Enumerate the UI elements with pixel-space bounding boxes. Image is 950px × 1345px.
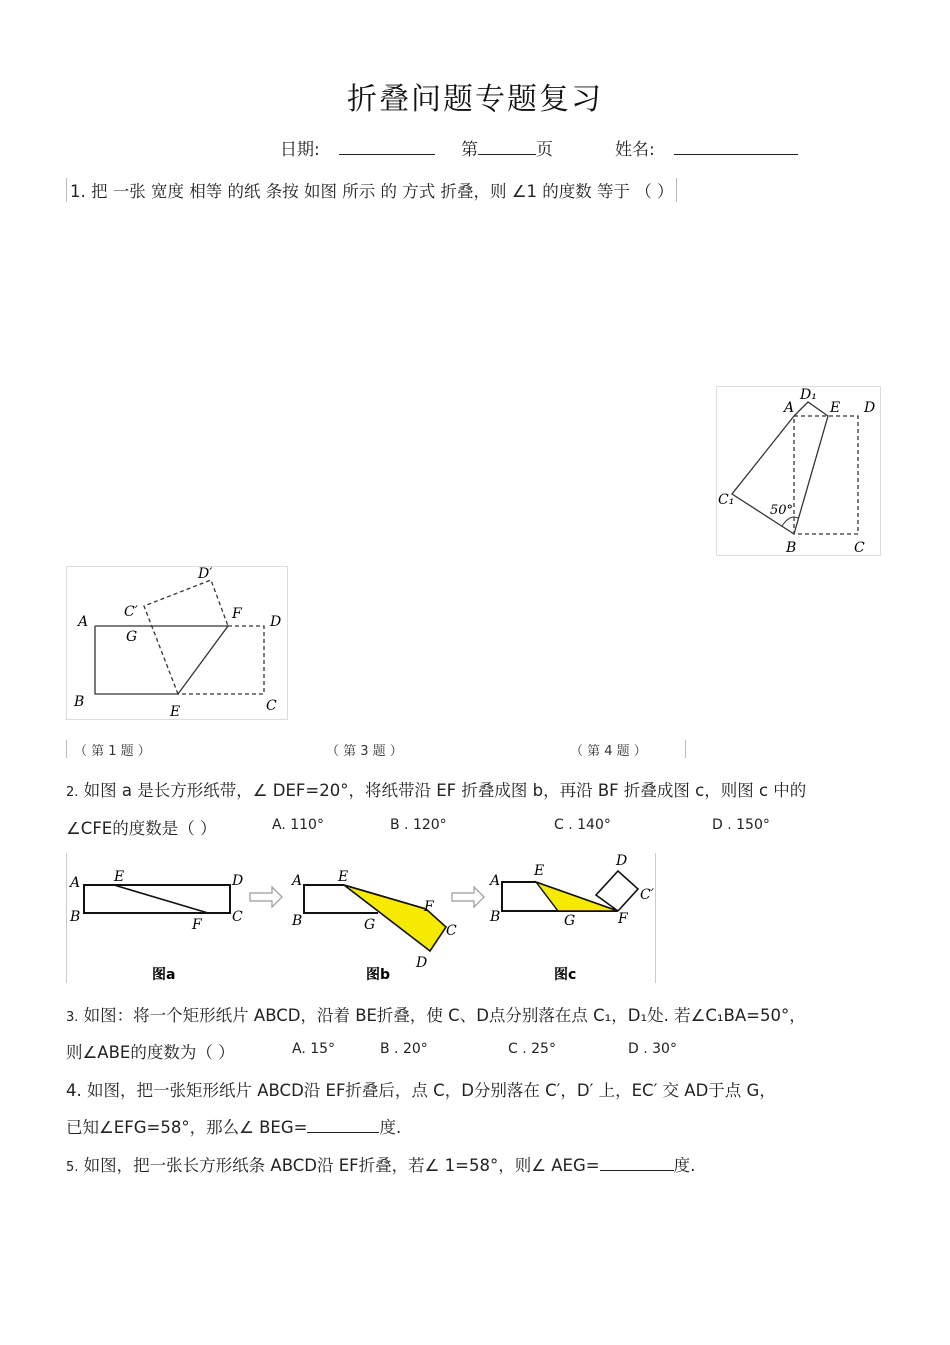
date-field	[280, 135, 435, 160]
q3-option-b[interactable]: B . 20°	[380, 1041, 428, 1057]
question-1	[66, 178, 677, 202]
date-blank[interactable]	[339, 138, 435, 155]
question-4-line-1: 4. 如图，把一张矩形纸片 ABCD沿 EF折叠后，点 C，D分别落在 C′，D′ 上，EC′ 交 AD于点 G，	[66, 1081, 776, 1100]
arrow-icon	[250, 887, 282, 907]
page-field	[461, 135, 553, 160]
fig-c-label-G: G	[564, 913, 576, 929]
label-D1: D₁	[800, 387, 817, 403]
fig-c-label-F: F	[618, 911, 628, 927]
figure-question-2	[66, 853, 656, 983]
label-C1: C₁	[718, 492, 735, 508]
fig-b-label-A: A	[292, 873, 303, 889]
fig-c-label-A: A	[490, 873, 501, 889]
label-B: B	[74, 694, 85, 710]
question-3-number: 3.	[66, 1010, 79, 1025]
question-1-number: 1.	[70, 182, 86, 201]
angle-arc	[782, 517, 798, 526]
question-3-line-1	[66, 1002, 806, 1026]
original-rectangle	[794, 416, 858, 534]
label-E: E	[170, 704, 181, 720]
question-4-answer-blank[interactable]	[307, 1116, 379, 1133]
fig-b-caption: 图b	[366, 967, 391, 983]
label-E: E	[830, 400, 841, 416]
q3-option-c[interactable]: C . 25°	[508, 1041, 556, 1057]
question-2-line-2	[66, 815, 216, 839]
label-C: C	[854, 540, 865, 556]
q2-option-a[interactable]: A. 110°	[272, 817, 324, 833]
q3-option-d[interactable]: D . 30°	[628, 1041, 677, 1057]
label-A: A	[78, 614, 89, 630]
fig-b-label-D: D	[416, 955, 428, 971]
figure-b	[290, 869, 457, 983]
fig-b-label-E: E	[338, 869, 349, 885]
caption-question-4: （ 第 4 题 ）	[570, 744, 647, 759]
caption-question-3: （ 第 3 题 ）	[326, 744, 403, 759]
fig-b-label-C: C	[446, 923, 457, 939]
question-4-line-2	[66, 1114, 401, 1138]
question-2-number: 2.	[66, 785, 79, 800]
label-B: B	[786, 540, 797, 556]
fig-c-label-D: D	[616, 853, 628, 869]
fig-b-label-F: F	[424, 899, 434, 915]
fig-b-label-G: G	[364, 917, 376, 933]
question-3-text: 如图：将一个矩形纸片 ABCD，沿着 BE折叠，使 C、D点分别落在点 C₁，D₁处. 若∠C₁BA=50°，	[83, 1006, 806, 1025]
question-2-stem: ∠CFE的度数是（ ）	[66, 819, 217, 838]
date-label: 日期:	[280, 140, 320, 160]
fig-a-caption: 图a	[152, 967, 176, 983]
question-5-answer-blank[interactable]	[600, 1154, 674, 1171]
page-suffix: 页	[536, 140, 553, 160]
question-5-unit: 度.	[673, 1156, 696, 1175]
page-blank[interactable]	[478, 138, 536, 155]
fig-a-label-B: B	[70, 909, 81, 925]
label-F: F	[232, 606, 242, 622]
question-2-text: 如图 a 是长方形纸带，∠ DEF=20°，将纸带沿 EF 折叠成图 b，再沿 BF 折叠成图 c，则图 c 中的	[83, 781, 807, 800]
question-5-text: 如图，把一张长方形纸条 ABCD沿 EF折叠，若∠ 1=58°，则∠ AEG=	[83, 1156, 600, 1175]
q2-option-c[interactable]: C . 140°	[554, 817, 611, 833]
question-4-stem: 已知∠EFG=58°，那么∠ BEG=	[66, 1118, 308, 1137]
question-1-text: 把 一张 宽度 相等 的纸 条按 如图 所示 的 方式 折叠，则 ∠1 的度数 等于 （ ）	[91, 182, 674, 201]
label-D: D	[270, 614, 282, 630]
label-A: A	[784, 400, 795, 416]
q2-option-d[interactable]: D . 150°	[712, 817, 770, 833]
fig-c-label-C-prime: C′	[640, 887, 654, 903]
fig-b-label-B: B	[292, 913, 303, 929]
remaining-part	[95, 626, 228, 694]
label-angle: 50°	[770, 503, 794, 518]
fig-a-label-A: A	[70, 875, 81, 891]
label-C-prime: C′	[124, 604, 138, 620]
question-3-stem: 则∠ABE的度数为（ ）	[66, 1043, 235, 1062]
q3-option-a[interactable]: A. 15°	[292, 1041, 336, 1057]
fig-c-caption: 图c	[554, 967, 577, 983]
figure-c	[488, 853, 655, 983]
fig-c-label-E: E	[534, 863, 545, 879]
q2-option-b[interactable]: B . 120°	[390, 817, 447, 833]
question-4-unit: 度.	[379, 1118, 402, 1137]
figure-question-4	[66, 566, 288, 720]
figure-a	[68, 869, 243, 983]
fig-a-label-D: D	[232, 873, 244, 889]
folded-side-right	[794, 402, 828, 534]
name-blank[interactable]	[674, 138, 798, 155]
label-G: G	[126, 629, 138, 645]
question-2-line-1	[66, 777, 806, 801]
fig-a-label-F: F	[192, 917, 202, 933]
folded-part	[144, 580, 228, 694]
question-5	[66, 1152, 695, 1176]
question-3-line-2	[66, 1039, 235, 1063]
caption-question-1: （ 第 1 题 ）	[74, 744, 151, 759]
fig-c-label-B: B	[490, 909, 501, 925]
arrow-icon	[452, 887, 484, 907]
label-D: D	[864, 400, 876, 416]
label-D-prime: D′	[198, 566, 213, 582]
name-field	[615, 135, 798, 160]
label-C: C	[266, 698, 277, 714]
name-label: 姓名:	[615, 140, 655, 160]
fig-a-label-E: E	[114, 869, 125, 885]
fig-a-label-C: C	[232, 909, 243, 925]
page-prefix: 第	[461, 140, 478, 160]
figure-question-3	[716, 386, 881, 556]
question-5-number: 5.	[66, 1160, 79, 1175]
page-title: 折叠问题专题复习	[347, 82, 603, 117]
